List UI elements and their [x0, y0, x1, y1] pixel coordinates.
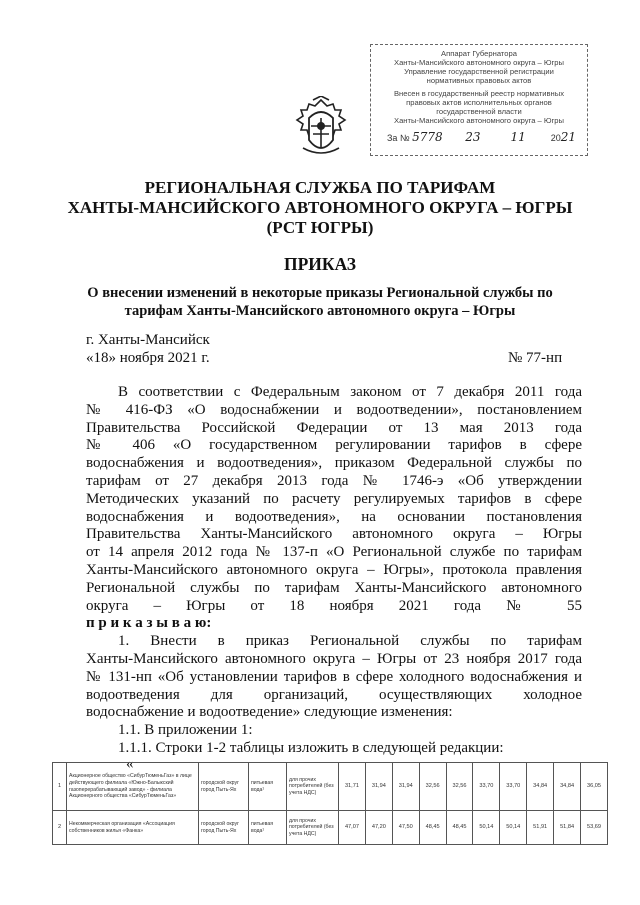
stamp-line: Управление государственной регистрации	[404, 67, 554, 76]
document-date: «18» ноября 2021 г.	[86, 350, 210, 366]
tariff-value: 31,94	[365, 763, 392, 811]
tariff-value: 33,70	[473, 763, 500, 811]
agency-abbreviation: (РСТ ЮГРЫ)	[266, 218, 374, 237]
row-number: 1	[53, 763, 67, 811]
preamble-line: тарифам от 27 декабря 2013 года № 1746-э «Об утверждении	[86, 472, 582, 489]
stamp-reg-day: 23	[465, 130, 481, 144]
coat-of-arms-emblem	[291, 96, 351, 162]
stamp-line: государственной власти	[436, 107, 522, 116]
tariff-value: 47,20	[365, 811, 392, 845]
preamble-line: водоснабжения и водоотведения», приказом Федеральной службы по	[86, 455, 582, 472]
preamble-line: В соответствии с Федеральным законом от 7 декабря 2011 года	[118, 384, 582, 400]
preamble-line: Ханты-Мансийского автономного округа – Югры», протокола правления	[86, 561, 582, 578]
tariff-type-cell: для прочих потребителей (без учета НДС)	[287, 763, 339, 811]
preamble-line: от 14 апреля 2012 года № 137-п «О Региональной службе по тарифам	[86, 544, 582, 561]
tariff-value: 51,84	[554, 811, 581, 845]
tariff-value: 50,14	[473, 811, 500, 845]
tariff-value: 48,45	[446, 811, 473, 845]
preamble-line: № 406 «О государственном регулировании тарифов в сфере	[86, 437, 582, 454]
table-row	[53, 811, 608, 845]
organization-cell: Некоммерческая организация «Ассоциация собственников жилья «Фанка»	[67, 811, 199, 845]
stamp-reg-number: 5778	[412, 130, 443, 144]
stamp-line: Ханты-Мансийского автономного округа – Югры	[394, 116, 564, 125]
tariff-value: 31,94	[392, 763, 419, 811]
stamp-line: нормативных правовых актов	[426, 76, 532, 85]
tariff-value: 36,05	[581, 763, 608, 811]
row-number: 2	[53, 811, 67, 845]
territory-cell: городской округ город Пыть-Ях	[199, 763, 249, 811]
preamble-line: Методических указаний по расчету регулируемых тарифов в сфере	[86, 490, 582, 507]
agency-name-line2: ХАНТЫ-МАНСИЙСКОГО АВТОНОМНОГО ОКРУГА – ЮГРЫ	[67, 198, 573, 217]
tariff-value: 34,84	[527, 763, 554, 811]
item1-line: Ханты-Мансийского автономного округа – Югры от 23 ноября 2017 года	[86, 650, 582, 667]
water-type-cell: питьевая вода¹	[249, 811, 287, 845]
subject-line2: тарифам Ханты-Мансийского автономного округа – Югры	[124, 303, 516, 319]
preamble-line: № 416-ФЗ «О водоснабжении и водоотведении», постановлением	[86, 401, 582, 418]
subject-line1: О внесении изменений в некоторые приказы Региональной службы по	[87, 285, 553, 301]
territory-cell: городской округ город Пыть-Ях	[199, 811, 249, 845]
tariff-value: 47,50	[392, 811, 419, 845]
place: г. Ханты-Мансийск	[86, 332, 210, 348]
preamble-line: Правительства Российской Федерации от 13 мая 2013 года	[86, 419, 582, 436]
tariff-value: 53,69	[581, 811, 608, 845]
preamble-line: округа – Югры от 18 ноября 2021 года № 55	[86, 597, 582, 614]
item1-1: 1.1. В приложении 1:	[118, 722, 253, 739]
stamp-reg-year: 21	[560, 130, 577, 144]
item1-line: водоснабжение и водоотведение» следующие изменения:	[86, 704, 453, 721]
water-type-cell: питьевая вода¹	[249, 763, 287, 811]
item1-line: № 131-нп «Об установлении тарифов в сфере холодного водоснабжения и	[86, 668, 582, 685]
organization-cell: Акционерное общество «СибурТюменьГаз» в лице действующего филиала «Южно-Балыкский газоперерабатывающий завод» - филиала Акционерного общества «СибурТюменьГаз»	[67, 763, 199, 811]
preamble-line: водоснабжения и водоотведения», на основании постановления	[86, 508, 582, 525]
stamp-reg-month: 11	[510, 130, 526, 144]
stamp-line: Внесен в государственный реестр нормативных	[393, 89, 565, 98]
tariff-value: 51,91	[527, 811, 554, 845]
item1-1-1: 1.1.1. Строки 1-2 таблицы изложить в следующей редакции:	[118, 739, 504, 756]
tariff-value: 33,70	[500, 763, 527, 811]
tariff-value: 47,07	[339, 811, 366, 845]
item1-line: 1. Внести в приказ Региональной службы по тарифам	[118, 633, 582, 650]
preamble-line: Правительства Ханты-Мансийского автономного округа – Югры	[86, 526, 582, 543]
tariff-value: 31,71	[339, 763, 366, 811]
stamp-line: Ханты-Мансийского автономного округа – Югры	[394, 58, 564, 67]
stamp-line: правовых актов исполнительных органов	[406, 98, 552, 107]
quote-open: «	[126, 755, 134, 772]
tariff-table	[52, 762, 608, 845]
registration-stamp	[370, 44, 588, 156]
tariff-value: 32,56	[419, 763, 446, 811]
preamble-paragraph	[86, 384, 582, 770]
item1-line: водоотведения для организаций, осуществляющих холодное	[86, 686, 582, 703]
document-number: № 77-нп	[508, 350, 563, 366]
stamp-line: Аппарат Губернатора	[441, 49, 517, 58]
stamp-registration-line: За № 5778 23 11 2021	[387, 130, 577, 144]
preamble-line: Региональной службы по тарифам Ханты-Мансийского автономного	[86, 579, 582, 596]
agency-name-line1: РЕГИОНАЛЬНАЯ СЛУЖБА ПО ТАРИФАМ	[144, 178, 496, 197]
tariff-value: 50,14	[500, 811, 527, 845]
tariff-type-cell: для прочих потребителей (без учета НДС)	[287, 811, 339, 845]
tariff-value: 34,84	[554, 763, 581, 811]
table-row	[53, 763, 608, 811]
tariff-value: 48,45	[419, 811, 446, 845]
document-type: ПРИКАЗ	[283, 254, 357, 274]
order-word: п р и к а з ы в а ю:	[86, 615, 212, 632]
tariff-value: 32,56	[446, 763, 473, 811]
